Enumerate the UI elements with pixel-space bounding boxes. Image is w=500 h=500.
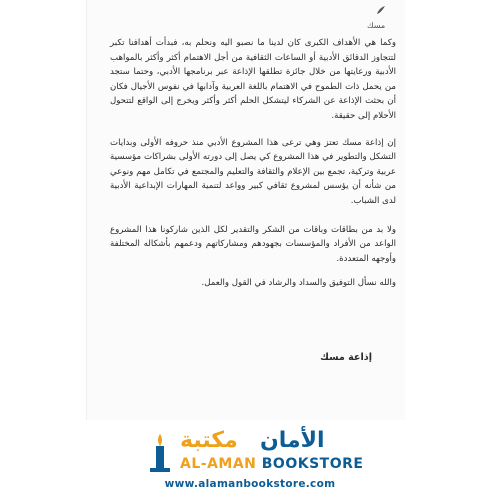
bookstore-logo <box>140 428 370 478</box>
brand-latin-al: AL-AMAN <box>180 456 257 472</box>
brand-latin-name <box>180 456 363 472</box>
paragraph-1: وكما هي الأهداف الكبرى كان لدينا ما نصبو اليه ونحلم به، فبدأت أهدافنا تكبر لتتجاوز الدقائق الأدبية أو الساعات الثقافية من أجل الاهتمام أكثر وأكثر بالمواهب الأدبية ورعايتها من خلال جائزة تطلقها الإذاعة عبر برنامجها الأدبي، وحتما ستجد من يحمل ذات الطموح في الاهتمام باللغة العربية وآدابها في نفوس الأجيال فكان أن بحثت الإذاعة عن الشركاء ليتشكل الحلم أكثر وأكثر ويخرج إلى الواقع لتتحول الأحلام إلى حقيقة. <box>110 38 396 121</box>
bookstore-url: www.alamanbookstore.com <box>164 478 336 490</box>
paragraph-3: ولا بد من بطاقات وباقات من الشكر والتقدير لكل الذين شاركونا هذا المشروع الواعد من الأفراد والمؤسسات بجهودهم ومشاركاتهم ودعمهم بأشكاله المختلفة وأوجهه المتعددة. <box>110 224 396 264</box>
paragraph-2: إن إذاعة مسك تعتز وهي ترعى هذا المشروع الأدبي منذ حروفه الأولى وبدايات التشكل والتطوير في هذا المشروع كي يصل إلى دورته الأولى بشراكات مؤسسية عربية وتركية، تجمع بين الإعلام والثقافة والتعليم والمجتمع في تكامل مهم ونوعي من شأنه أن يؤسس لمشروع ثقافي كبير وواعد لتنمية المهارات الإبداعية الأدبية لدى الشباب. <box>110 137 396 206</box>
signature: إذاعة مسك <box>320 352 372 363</box>
brand-latin-rest: BOOKSTORE <box>256 456 364 472</box>
misk-logo-icon <box>363 2 393 32</box>
svg-text:مسك: مسك <box>367 21 386 30</box>
brand-arabic-second: الأمان <box>260 428 325 453</box>
lamp-icon <box>140 430 180 480</box>
paragraph-4: والله نسأل التوفيق والسداد والرشاد في القول والعمل. <box>201 278 396 289</box>
body-text <box>110 36 396 301</box>
brand-arabic-first: مكتبة <box>180 428 238 453</box>
